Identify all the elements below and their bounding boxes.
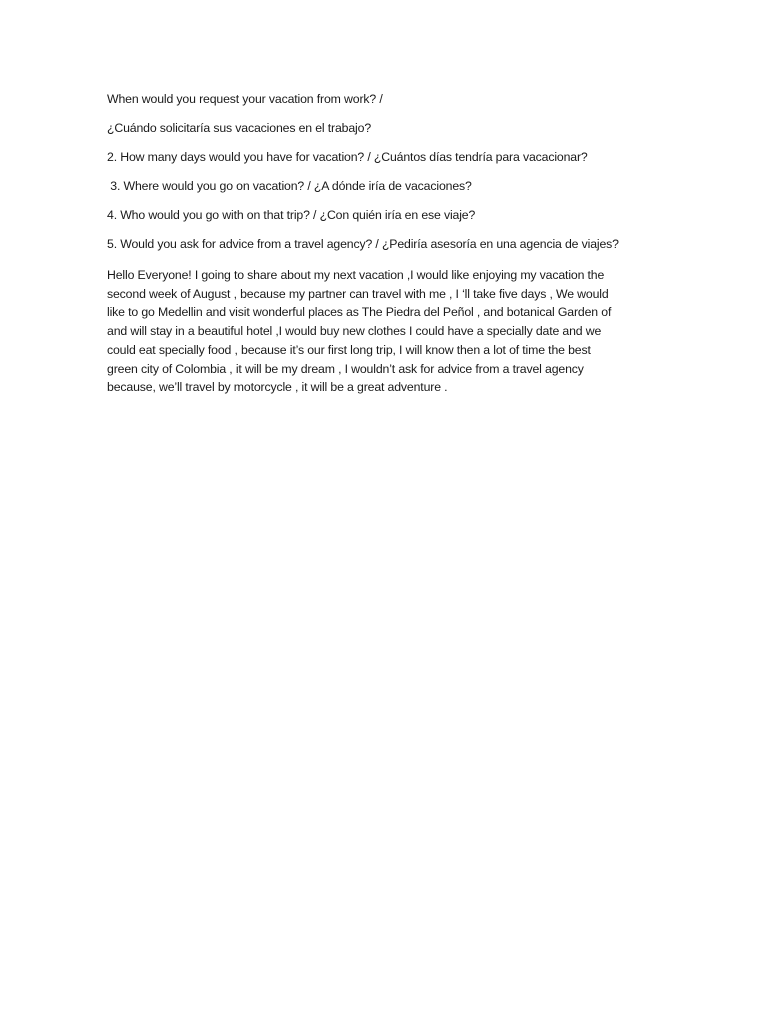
- question-3: 3. Where would you go on vacation? / ¿A dónde iría de vacaciones?: [107, 179, 472, 193]
- answer-line: and will stay in a beautiful hotel ,I would buy new clothes I could have a specially date and we: [107, 324, 602, 339]
- answer-line: green city of Colombia , it will be my dream , I wouldn’t ask for advice from a travel agency: [107, 361, 584, 376]
- answer-line: like to go Medellin and visit wonderful places as The Piedra del Peñol , and botanical Garden of: [107, 305, 612, 320]
- document-body: [107, 92, 647, 397]
- answer-line: second week of August , because my partner can travel with me , I ‘ll take five days , We would: [107, 286, 609, 301]
- answer-line: because, we’ll travel by motorcycle , it will be a great adventure .: [107, 380, 448, 395]
- answer-line: could eat specially food , because it’s our first long trip, I will know then a lot of time the best: [107, 342, 591, 357]
- question-1-en: When would you request your vacation from work? /: [107, 92, 383, 106]
- answer-paragraph: [107, 266, 647, 397]
- question-1-es: ¿Cuándo solicitaría sus vacaciones en el trabajo?: [107, 121, 372, 135]
- question-2: 2. How many days would you have for vacation? / ¿Cuántos días tendría para vacacionar?: [107, 150, 588, 164]
- answer-line: Hello Everyone! I going to share about my next vacation ,I would like enjoying my vacation the: [107, 268, 605, 282]
- question-5: 5. Would you ask for advice from a travel agency? / ¿Pediría asesoría en una agencia de viajes?: [107, 237, 619, 251]
- question-4: 4. Who would you go with on that trip? / ¿Con quién iría en ese viaje?: [107, 208, 476, 222]
